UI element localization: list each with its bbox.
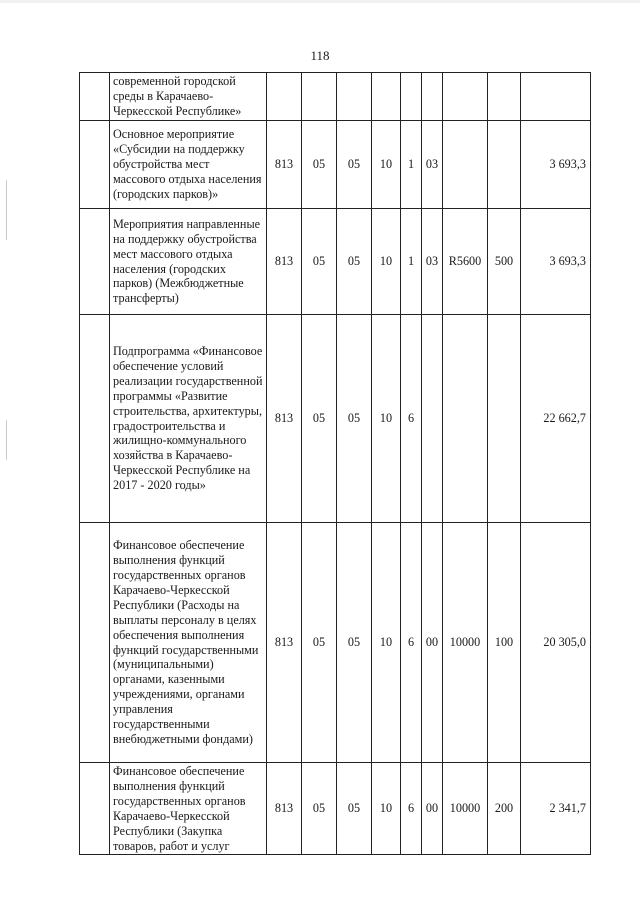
event-code: 00	[422, 763, 443, 855]
expense-type-code	[488, 121, 521, 209]
program-code: 10	[372, 523, 401, 763]
direction-code: 10000	[443, 523, 488, 763]
table-row	[80, 523, 591, 763]
subprogram-code: 6	[401, 315, 422, 523]
row-index-cell	[80, 209, 110, 315]
ministry-code: 813	[267, 121, 302, 209]
program-code	[372, 73, 401, 121]
expense-name: Основное мероприятие «Субсидии на поддержку обустройства мест массового отдыха населения (городских парков)»	[110, 121, 267, 209]
expense-name: современной городской среды в Карачаево-Черкесской Республике»	[110, 73, 267, 121]
direction-code: R5600	[443, 209, 488, 315]
subsection-code: 05	[337, 315, 372, 523]
budget-table	[79, 72, 591, 855]
row-index-cell	[80, 523, 110, 763]
amount: 3 693,3	[521, 209, 591, 315]
subsection-code: 05	[337, 209, 372, 315]
program-code: 10	[372, 763, 401, 855]
table-row	[80, 73, 591, 121]
event-code: 00	[422, 523, 443, 763]
direction-code	[443, 121, 488, 209]
expense-type-code	[488, 315, 521, 523]
expense-name: Финансовое обеспечение выполнения функций государственных органов Карачаево-Черкесской Республики (Расходы на выплаты персоналу в целях обеспечения выполнения функций государственными (муниципальными) органами, казенными учреждениями, органами управления государственными внебюджетными фондами)	[110, 523, 267, 763]
direction-code	[443, 73, 488, 121]
ministry-code	[267, 73, 302, 121]
program-code: 10	[372, 315, 401, 523]
event-code	[422, 73, 443, 121]
subprogram-code: 6	[401, 763, 422, 855]
program-code: 10	[372, 209, 401, 315]
section-code: 05	[302, 315, 337, 523]
row-index-cell	[80, 315, 110, 523]
scan-margin-mark	[6, 420, 7, 460]
ministry-code: 813	[267, 763, 302, 855]
row-index-cell	[80, 73, 110, 121]
table-row	[80, 121, 591, 209]
section-code: 05	[302, 209, 337, 315]
amount: 20 305,0	[521, 523, 591, 763]
amount: 2 341,7	[521, 763, 591, 855]
program-code: 10	[372, 121, 401, 209]
subsection-code: 05	[337, 121, 372, 209]
subprogram-code	[401, 73, 422, 121]
subsection-code: 05	[337, 523, 372, 763]
row-index-cell	[80, 121, 110, 209]
table-row	[80, 315, 591, 523]
subprogram-code: 6	[401, 523, 422, 763]
subprogram-code: 1	[401, 121, 422, 209]
subprogram-code: 1	[401, 209, 422, 315]
direction-code: 10000	[443, 763, 488, 855]
amount: 22 662,7	[521, 315, 591, 523]
ministry-code: 813	[267, 315, 302, 523]
expense-type-code	[488, 73, 521, 121]
expense-type-code: 500	[488, 209, 521, 315]
scan-top-edge	[0, 0, 640, 3]
row-index-cell	[80, 763, 110, 855]
section-code	[302, 73, 337, 121]
expense-type-code: 200	[488, 763, 521, 855]
ministry-code: 813	[267, 523, 302, 763]
section-code: 05	[302, 523, 337, 763]
page-number: 118	[310, 48, 330, 63]
scan-margin-mark	[6, 180, 7, 240]
event-code: 03	[422, 121, 443, 209]
subsection-code	[337, 73, 372, 121]
expense-type-code: 100	[488, 523, 521, 763]
section-code: 05	[302, 763, 337, 855]
event-code	[422, 315, 443, 523]
expense-name: Мероприятия направленные на поддержку обустройства мест массового отдыха населения (городских парков) (Межбюджетные трансферты)	[110, 209, 267, 315]
ministry-code: 813	[267, 209, 302, 315]
expense-name: Финансовое обеспечение выполнения функций государственных органов Карачаево-Черкесской Республики (Закупка товаров, работ и услуг	[110, 763, 267, 855]
table-row	[80, 763, 591, 855]
subsection-code: 05	[337, 763, 372, 855]
expense-name: Подпрограмма «Финансовое обеспечение условий реализации государственной программы «Развитие строительства, архитектуры, градостроительства и жилищно-коммунального хозяйства в Карачаево-Черкесской Республике на 2017 - 2020 годы»	[110, 315, 267, 523]
section-code: 05	[302, 121, 337, 209]
amount	[521, 73, 591, 121]
amount: 3 693,3	[521, 121, 591, 209]
direction-code	[443, 315, 488, 523]
event-code: 03	[422, 209, 443, 315]
table-row	[80, 209, 591, 315]
